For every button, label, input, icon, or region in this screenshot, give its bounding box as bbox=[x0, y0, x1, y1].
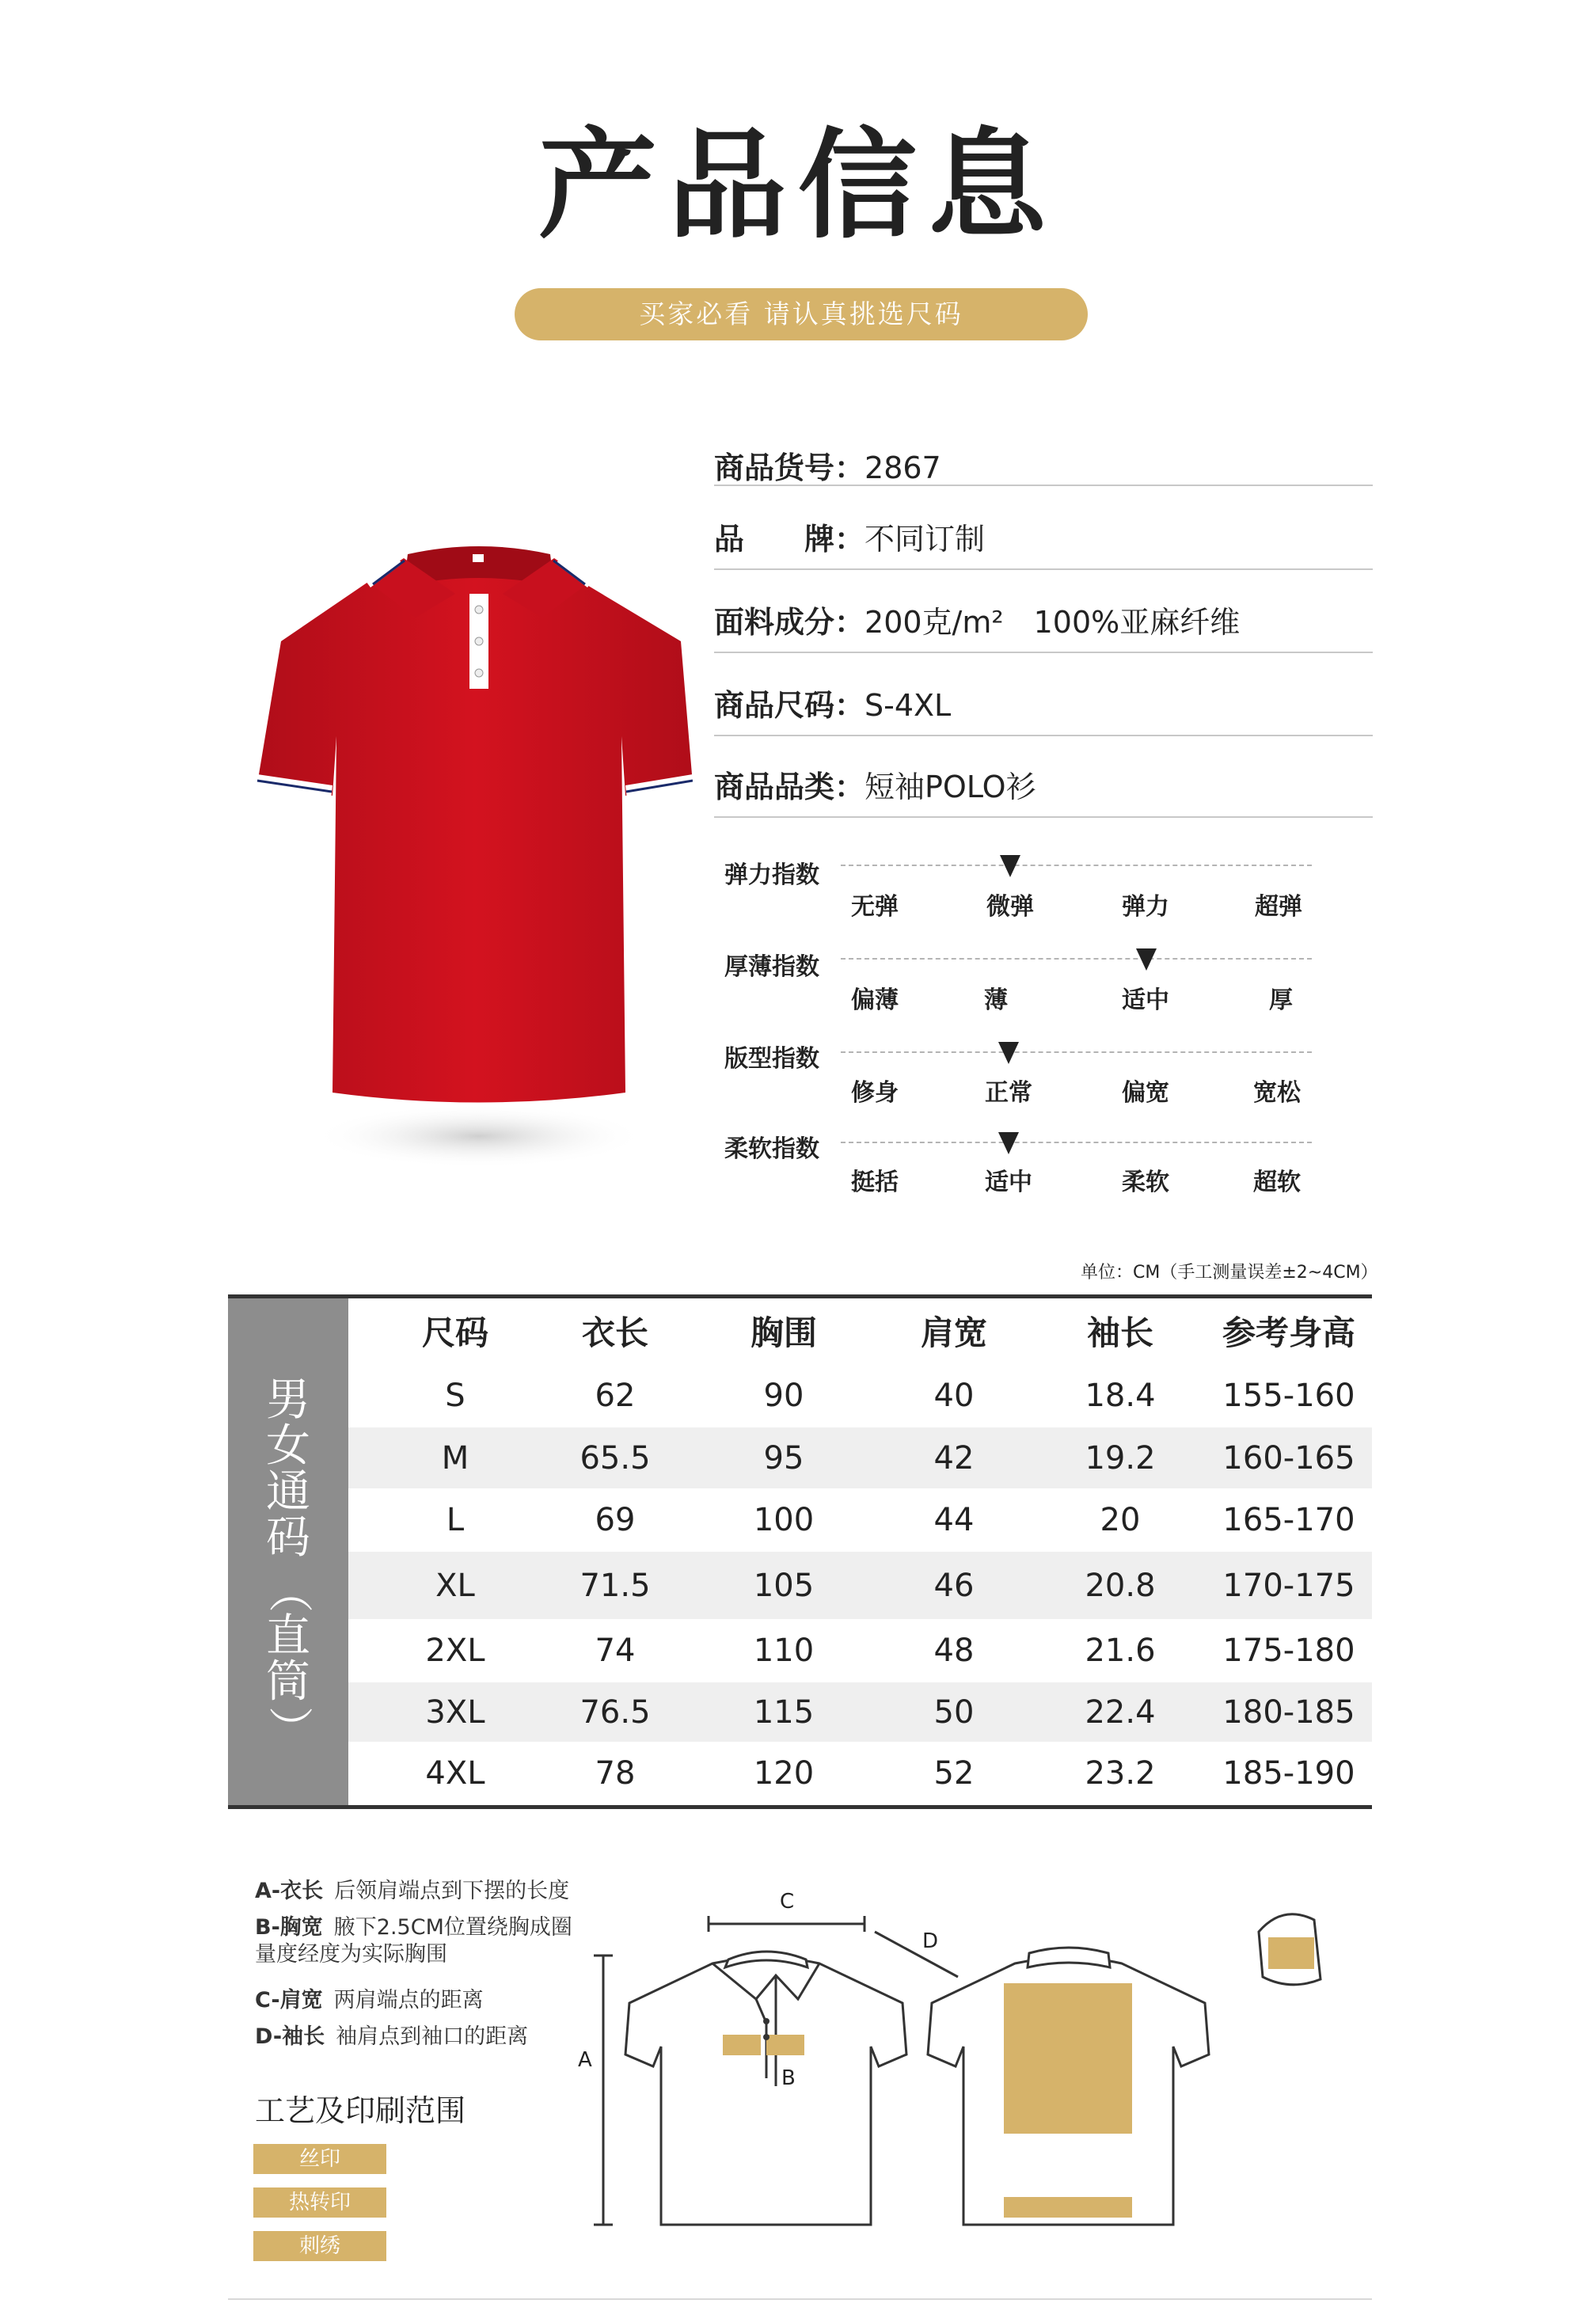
table-cell bbox=[1041, 1682, 1199, 1742]
table-bottom-rule bbox=[228, 1805, 1372, 1809]
cell-text: 42 bbox=[933, 1439, 975, 1477]
table-cell bbox=[705, 1552, 863, 1619]
page-title: 产品信息 bbox=[538, 117, 1058, 255]
table-cell bbox=[705, 1427, 863, 1488]
table-cell bbox=[536, 1363, 694, 1427]
table-header-cell bbox=[536, 1298, 694, 1363]
dim-label-a: A bbox=[578, 2048, 592, 2072]
table-cell bbox=[376, 1427, 534, 1488]
scale-line bbox=[841, 1142, 1312, 1143]
cell-text: 4XL bbox=[425, 1755, 485, 1792]
cell-text: 52 bbox=[933, 1755, 975, 1792]
scale-label: 弹力指数 bbox=[724, 861, 819, 889]
info-value: 短袖POLO衫 bbox=[864, 770, 1036, 804]
scale-option: 宽松 bbox=[1253, 1079, 1301, 1107]
table-cell bbox=[875, 1552, 1033, 1619]
info-label: 商品货号： bbox=[714, 450, 865, 485]
legend-item bbox=[255, 2024, 528, 2051]
craft-section-title: 工艺及印刷范围 bbox=[255, 2093, 466, 2128]
scale-option: 厚 bbox=[1269, 986, 1293, 1014]
table-cell bbox=[875, 1427, 1033, 1488]
table-cell bbox=[875, 1363, 1033, 1427]
info-value: S-4XL bbox=[864, 688, 952, 723]
scale-marker-icon bbox=[1000, 855, 1020, 877]
cell-text: 95 bbox=[763, 1439, 804, 1477]
cell-text: 74 bbox=[595, 1633, 636, 1669]
table-cell bbox=[376, 1363, 534, 1427]
cell-text: 65.5 bbox=[580, 1439, 651, 1477]
scale-marker-icon bbox=[998, 1042, 1019, 1064]
table-cell bbox=[875, 1682, 1033, 1742]
scale-marker-icon bbox=[998, 1132, 1019, 1154]
table-row bbox=[348, 1427, 1372, 1488]
table-cell bbox=[705, 1619, 863, 1682]
cell-text: 21.6 bbox=[1085, 1633, 1156, 1669]
table-cell bbox=[376, 1619, 534, 1682]
side-char: 女 bbox=[266, 1420, 310, 1472]
cell-text: 19.2 bbox=[1085, 1439, 1156, 1477]
table-header-cell bbox=[875, 1298, 1033, 1363]
table-row bbox=[348, 1682, 1372, 1742]
table-row bbox=[348, 1619, 1372, 1682]
table-cell bbox=[1210, 1427, 1368, 1488]
table-cell bbox=[705, 1363, 863, 1427]
table-row bbox=[348, 1552, 1372, 1619]
cell-text: XL bbox=[435, 1567, 475, 1604]
dim-label-b: B bbox=[781, 2066, 796, 2090]
table-cell bbox=[1041, 1427, 1199, 1488]
table-cell bbox=[536, 1552, 694, 1619]
cell-text: 尺码 bbox=[421, 1313, 488, 1352]
info-label: 面料成分： bbox=[714, 605, 865, 640]
table-cell bbox=[705, 1742, 863, 1805]
cell-text: 3XL bbox=[425, 1693, 485, 1731]
cell-text: L bbox=[446, 1502, 465, 1538]
cell-text: 71.5 bbox=[580, 1567, 651, 1604]
cell-text: 48 bbox=[933, 1633, 975, 1669]
cell-text: 160-165 bbox=[1222, 1439, 1355, 1477]
scale-option: 无弹 bbox=[851, 893, 899, 921]
table-cell bbox=[1041, 1363, 1199, 1427]
legend-text: 腋下2.5CM位置绕胸成圈量度经度为实际胸围 bbox=[255, 1915, 572, 1967]
cell-text: 155-160 bbox=[1222, 1377, 1355, 1414]
scale-option: 薄 bbox=[984, 986, 1008, 1014]
legend-item bbox=[255, 1987, 484, 2014]
cell-text: 115 bbox=[753, 1693, 815, 1731]
scale-line bbox=[841, 1051, 1312, 1053]
scale-option: 偏宽 bbox=[1122, 1079, 1169, 1107]
subtitle-banner: 买家必看 请认真挑选尺码 bbox=[515, 288, 1088, 340]
dim-label-c: C bbox=[780, 1890, 795, 1914]
table-header-row bbox=[348, 1298, 1372, 1363]
scale-line bbox=[841, 865, 1312, 866]
legend-key: C-肩宽 bbox=[255, 1988, 323, 2013]
scale-option: 柔软 bbox=[1122, 1169, 1169, 1196]
cell-text: 20 bbox=[1100, 1502, 1141, 1538]
table-cell bbox=[875, 1619, 1033, 1682]
table-row bbox=[348, 1742, 1372, 1805]
cell-text: 110 bbox=[753, 1633, 815, 1669]
table-side-label bbox=[228, 1374, 348, 1751]
cell-text: 44 bbox=[933, 1502, 975, 1538]
info-label: 品 牌： bbox=[714, 522, 865, 557]
cell-text: 185-190 bbox=[1222, 1755, 1355, 1792]
legend-item bbox=[255, 1914, 587, 1968]
side-char: 通 bbox=[266, 1466, 310, 1518]
scale-option: 适中 bbox=[985, 1169, 1032, 1196]
scale-option: 微弹 bbox=[986, 893, 1034, 921]
side-char: ） bbox=[263, 1706, 314, 1750]
table-cell bbox=[1041, 1619, 1199, 1682]
scale-label: 版型指数 bbox=[724, 1045, 819, 1073]
unit-note: 单位：CM（手工测量误差±2~4CM） bbox=[1081, 1263, 1378, 1283]
cell-text: 175-180 bbox=[1222, 1633, 1355, 1669]
table-cell bbox=[376, 1742, 534, 1805]
cell-text: 18.4 bbox=[1085, 1377, 1156, 1414]
info-label: 商品尺码： bbox=[714, 688, 865, 723]
cell-text: 2XL bbox=[425, 1633, 485, 1669]
craft-tag-heat-transfer: 热转印 bbox=[253, 2187, 386, 2218]
table-cell bbox=[1210, 1488, 1368, 1552]
scale-option: 正常 bbox=[985, 1079, 1032, 1107]
table-cell bbox=[705, 1488, 863, 1552]
scale-option: 弹力 bbox=[1122, 893, 1169, 921]
table-cell bbox=[1210, 1742, 1368, 1805]
table-row bbox=[348, 1488, 1372, 1552]
legend-text: 后领肩端点到下摆的长度 bbox=[334, 1879, 570, 1903]
legend-key: D-袖长 bbox=[255, 2024, 325, 2049]
craft-tag-silkscreen: 丝印 bbox=[253, 2144, 386, 2174]
scale-option: 偏薄 bbox=[851, 986, 899, 1014]
table-cell bbox=[1210, 1619, 1368, 1682]
side-char: 男 bbox=[266, 1374, 310, 1426]
cell-text: 22.4 bbox=[1085, 1693, 1156, 1731]
legend-text: 两肩端点的距离 bbox=[333, 1988, 484, 2013]
legend-item bbox=[255, 1878, 569, 1905]
cell-text: 165-170 bbox=[1222, 1502, 1355, 1538]
info-row-fabric bbox=[714, 598, 1373, 653]
cell-text: 180-185 bbox=[1222, 1693, 1355, 1731]
side-char: （ bbox=[263, 1568, 314, 1613]
table-cell bbox=[875, 1742, 1033, 1805]
cell-text: 170-175 bbox=[1222, 1567, 1355, 1604]
dim-label-d: D bbox=[922, 1929, 939, 1953]
footer-divider bbox=[228, 2298, 1372, 2300]
cell-text: 46 bbox=[933, 1567, 975, 1604]
cell-text: 参考身高 bbox=[1222, 1313, 1355, 1352]
table-header-cell bbox=[705, 1298, 863, 1363]
table-cell bbox=[376, 1552, 534, 1619]
cell-text: 23.2 bbox=[1085, 1755, 1156, 1792]
cell-text: 50 bbox=[933, 1693, 975, 1731]
cell-text: 76.5 bbox=[580, 1693, 651, 1731]
table-cell bbox=[1210, 1363, 1368, 1427]
table-cell bbox=[1210, 1682, 1368, 1742]
scale-option: 修身 bbox=[851, 1079, 899, 1107]
scale-label: 厚薄指数 bbox=[724, 953, 819, 981]
info-value: 不同订制 bbox=[864, 522, 986, 557]
info-row-size-range bbox=[714, 681, 1373, 736]
red-polo-shirt-image bbox=[249, 523, 693, 1172]
side-char: 码 bbox=[266, 1512, 310, 1564]
table-cell bbox=[536, 1682, 694, 1742]
cell-text: 袖长 bbox=[1086, 1313, 1153, 1352]
side-char: 直 bbox=[266, 1610, 310, 1662]
cell-text: 69 bbox=[595, 1502, 636, 1538]
scale-option: 超弹 bbox=[1255, 893, 1302, 921]
scale-label: 柔软指数 bbox=[724, 1135, 819, 1163]
cell-text: 90 bbox=[763, 1377, 804, 1414]
cell-text: 78 bbox=[595, 1755, 636, 1792]
cell-text: 120 bbox=[753, 1755, 815, 1792]
table-row bbox=[348, 1363, 1372, 1427]
legend-key: B-胸宽 bbox=[255, 1915, 323, 1940]
cell-text: 62 bbox=[595, 1377, 636, 1414]
scale-line bbox=[841, 958, 1312, 960]
scale-marker-icon bbox=[1136, 948, 1157, 971]
table-cell bbox=[705, 1682, 863, 1742]
table-cell bbox=[1041, 1742, 1199, 1805]
info-value: 200克/m² 100%亚麻纤维 bbox=[864, 605, 1241, 640]
table-cell bbox=[1041, 1488, 1199, 1552]
cell-text: 40 bbox=[933, 1377, 975, 1414]
table-header-cell bbox=[376, 1298, 534, 1363]
side-char: 筒 bbox=[266, 1656, 310, 1708]
table-cell bbox=[536, 1742, 694, 1805]
scale-option: 挺括 bbox=[851, 1169, 899, 1196]
table-cell bbox=[536, 1427, 694, 1488]
table-cell bbox=[1210, 1552, 1368, 1619]
table-cell bbox=[376, 1682, 534, 1742]
table-cell bbox=[536, 1619, 694, 1682]
cell-text: 胸围 bbox=[750, 1313, 817, 1352]
measurement-diagram bbox=[554, 1888, 1393, 2229]
craft-tag-embroidery: 刺绣 bbox=[253, 2231, 386, 2261]
legend-key: A-衣长 bbox=[255, 1879, 324, 1903]
info-row-item-number bbox=[714, 443, 1373, 486]
cell-text: M bbox=[441, 1439, 469, 1477]
table-cell bbox=[536, 1488, 694, 1552]
table-cell bbox=[875, 1488, 1033, 1552]
table-header-cell bbox=[1210, 1298, 1368, 1363]
table-cell bbox=[376, 1488, 534, 1552]
scale-option: 超软 bbox=[1253, 1169, 1301, 1196]
cell-text: 105 bbox=[753, 1567, 815, 1604]
info-row-brand bbox=[714, 515, 1373, 570]
cell-text: 衣长 bbox=[581, 1313, 648, 1352]
info-label: 商品品类： bbox=[714, 770, 865, 804]
info-value: 2867 bbox=[864, 450, 941, 485]
scale-option: 适中 bbox=[1122, 986, 1169, 1014]
cell-text: 100 bbox=[753, 1502, 815, 1538]
legend-text: 袖肩点到袖口的距离 bbox=[336, 2024, 529, 2049]
table-header-cell bbox=[1041, 1298, 1199, 1363]
cell-text: 肩宽 bbox=[920, 1313, 987, 1352]
info-row-category bbox=[714, 762, 1373, 818]
table-cell bbox=[1041, 1552, 1199, 1619]
cell-text: 20.8 bbox=[1085, 1567, 1156, 1604]
cell-text: S bbox=[445, 1377, 466, 1414]
